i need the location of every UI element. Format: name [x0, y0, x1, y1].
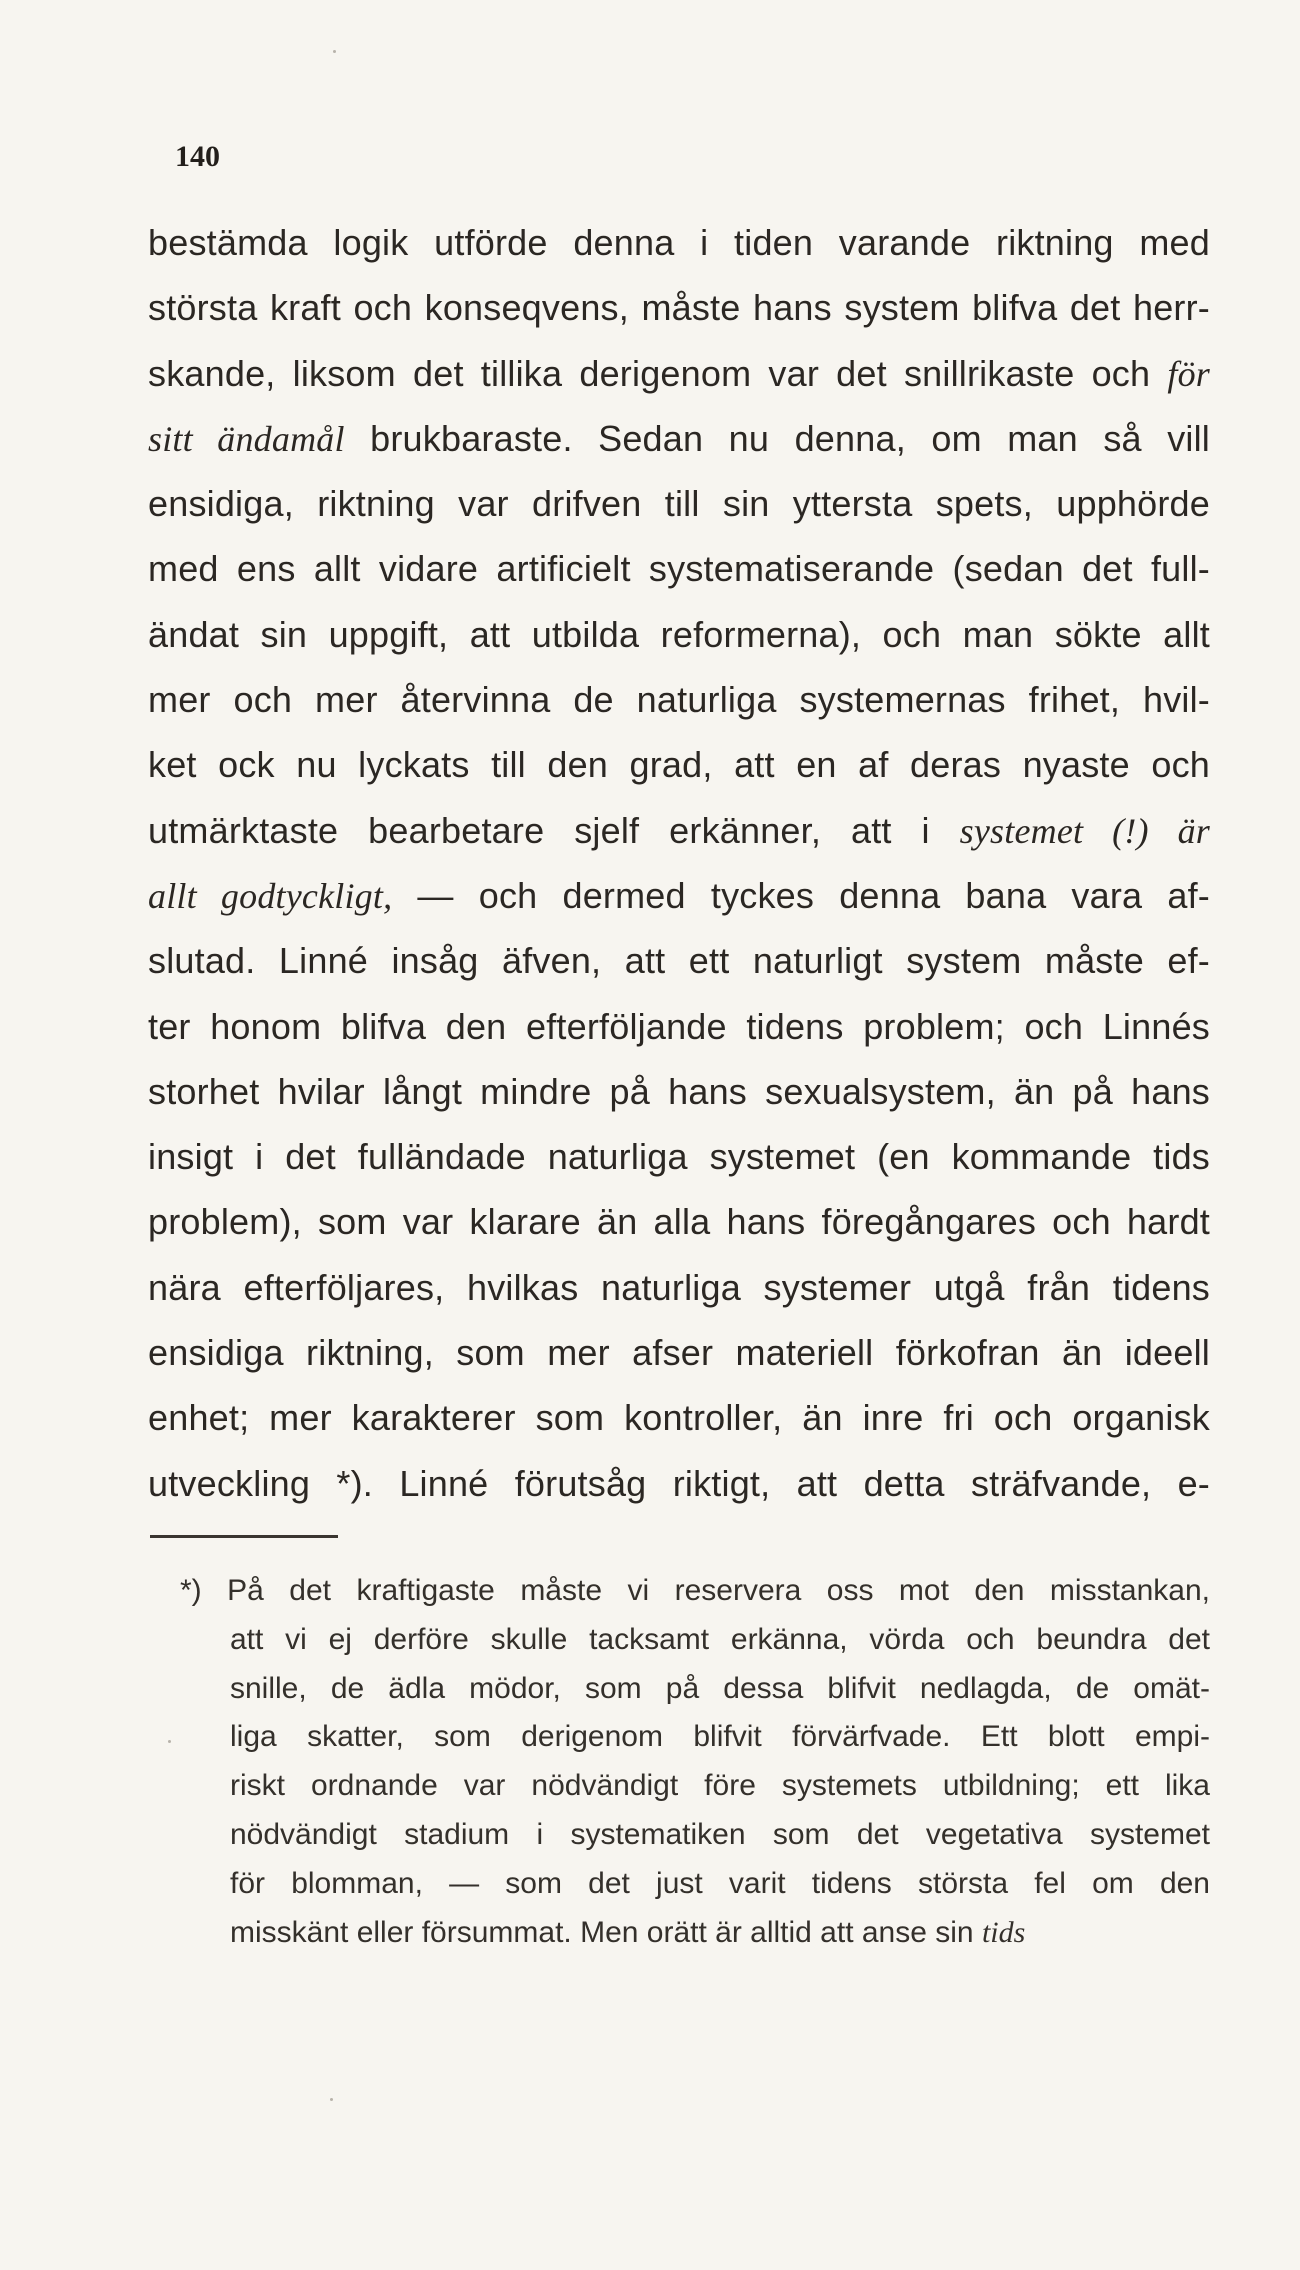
text-line: insigt i det fulländade naturliga systemet (en kommande tids — [148, 1136, 1210, 1178]
text-line: storhet hvilar långt mindre på hans sexualsystem, än på hans — [148, 1070, 1210, 1112]
paper-speck — [333, 50, 336, 53]
paper-speck — [330, 2098, 333, 2101]
footnote-line: snille, de ädla mödor, som på dessa blifvit nedlagda, de omät- — [230, 1671, 1210, 1705]
text-line: skande, liksom det tillika derigenom var det snillrikaste och för — [148, 352, 1210, 394]
footnote-line: för blomman, — som det just varit tidens största fel om den — [230, 1866, 1210, 1900]
text-line: allt godtyckligt, — och dermed tyckes denna bana vara af- — [148, 874, 1210, 916]
text-line: utveckling *). Linné förutsåg riktigt, att detta sträfvande, e- — [148, 1462, 1210, 1504]
text-line: enhet; mer karakterer som kontroller, än inre fri och organisk — [148, 1397, 1210, 1439]
text-line: största kraft och konseqvens, måste hans system blifva det herr- — [148, 287, 1210, 329]
main-text — [148, 210, 1210, 1516]
text-line: slutad. Linné insåg äfven, att ett naturligt system måste ef- — [148, 940, 1210, 982]
text-line: bestämda logik utförde denna i tiden varande riktning med — [148, 222, 1210, 263]
text-line: mer och mer återvinna de naturliga systemernas frihet, hvil- — [148, 679, 1210, 721]
paper-speck — [168, 1740, 171, 1743]
text-line: ensidiga, riktning var drifven till sin yttersta spets, upphörde — [148, 483, 1210, 525]
footnote-line: liga skatter, som derigenom blifvit förvärfvade. Ett blott empi- — [230, 1720, 1210, 1754]
footnote-line: riskt ordnande var nödvändigt före systemets utbildning; ett lika — [230, 1769, 1210, 1803]
page-number: 140 — [175, 140, 220, 173]
footnote — [180, 1567, 1210, 1957]
text-line: nära efterföljares, hvilkas naturliga systemer utgå från tidens — [148, 1266, 1210, 1308]
text-line: ket ock nu lyckats till den grad, att en af deras nyaste och — [148, 744, 1210, 786]
text-line: sitt ändamål brukbaraste. Sedan nu denna, om man så vill — [148, 417, 1210, 459]
footnote-line: misskänt eller försummat. Men orätt är alltid att anse sin tids — [230, 1915, 1026, 1949]
text-line: utmärktaste bearbetare sjelf erkänner, att i systemet (!) är — [148, 809, 1210, 851]
footnote-line: nödvändigt stadium i systematiken som det vegetativa systemet — [230, 1817, 1210, 1851]
footnote-divider — [150, 1535, 338, 1538]
text-line: problem), som var klarare än alla hans föregångares och hardt — [148, 1201, 1210, 1243]
footnote-line: *) På det kraftigaste måste vi reservera oss mot den misstankan, — [180, 1574, 1210, 1607]
text-line: ter honom blifva den efterföljande tidens problem; och Linnés — [148, 1005, 1210, 1047]
text-line: ensidiga riktning, som mer afser materiell förkofran än ideell — [148, 1332, 1210, 1374]
footnote-line: att vi ej derföre skulle tacksamt erkänna, vörda och beundra det — [230, 1622, 1210, 1656]
text-line: ändat sin uppgift, att utbilda reformerna), och man sökte allt — [148, 613, 1210, 655]
text-line: med ens allt vidare artificielt systematiserande (sedan det full- — [148, 548, 1210, 590]
